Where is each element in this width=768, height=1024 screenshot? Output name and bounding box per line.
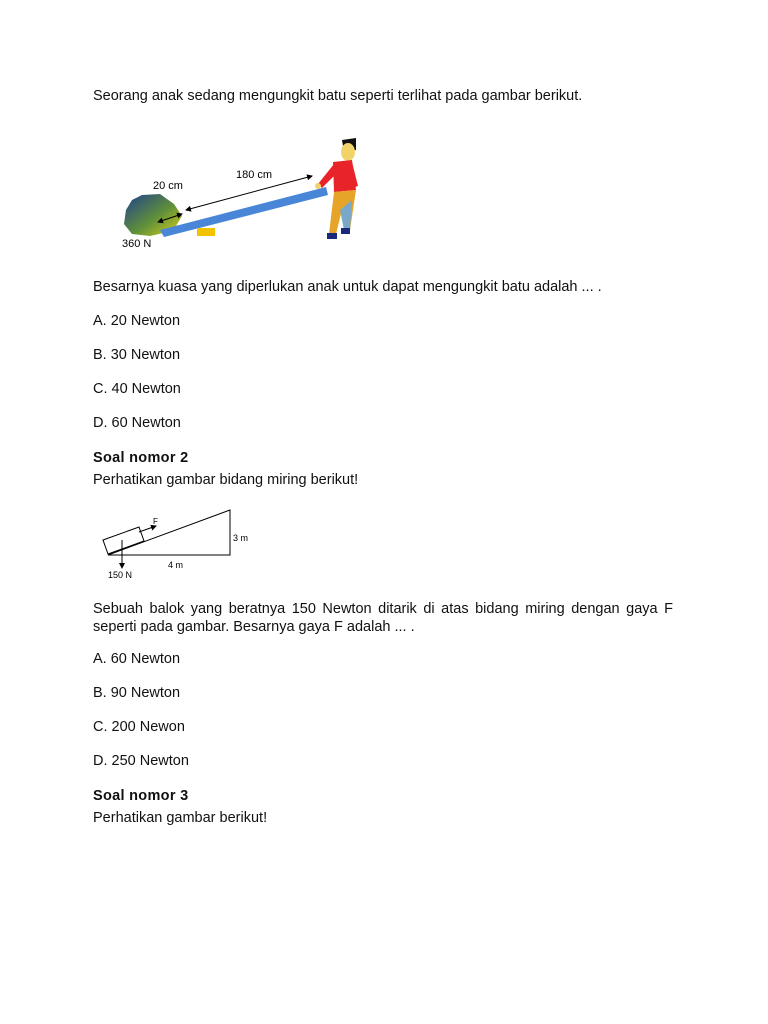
q3-heading: Soal nomor 3 [93,788,189,804]
label-height: 3 m [233,533,249,543]
q2-intro: Perhatikan gambar bidang miring berikut! [93,472,359,488]
label-short: 20 cm [153,180,183,192]
q1-option-a: A. 20 Newton [93,313,181,329]
q2-question: Sebuah balok yang beratnya 150 Newton ditarik di atas bidang miring dengan gaya F seperti pada gambar. Besarnya gaya F adalah ... . [93,601,673,635]
q1-option-b: B. 30 Newton [93,347,181,363]
q2-option-a: A. 60 Newton [93,651,181,667]
label-force: F [153,517,158,526]
force-arrow [139,526,156,532]
q1-intro: Seorang anak sedang mengungkit batu seperti terlihat pada gambar berikut. [93,88,583,104]
q2-option-c: C. 200 Newon [93,719,185,735]
q1-question: Besarnya kuasa yang diperlukan anak untuk dapat mengungkit batu adalah ... . [93,279,602,295]
q2-option-b: B. 90 Newton [93,685,181,701]
label-weight: 150 N [108,570,133,580]
incline-block [103,527,144,554]
q2-heading: Soal nomor 2 [93,450,189,466]
label-base: 4 m [168,560,184,570]
q1-option-c: C. 40 Newton [93,381,181,397]
q2-option-d: D. 250 Newton [93,753,189,769]
label-long: 180 cm [236,169,273,181]
q3-intro: Perhatikan gambar berikut! [93,810,268,826]
label-load: 360 N [122,238,152,250]
q1-option-d: D. 60 Newton [93,415,181,431]
